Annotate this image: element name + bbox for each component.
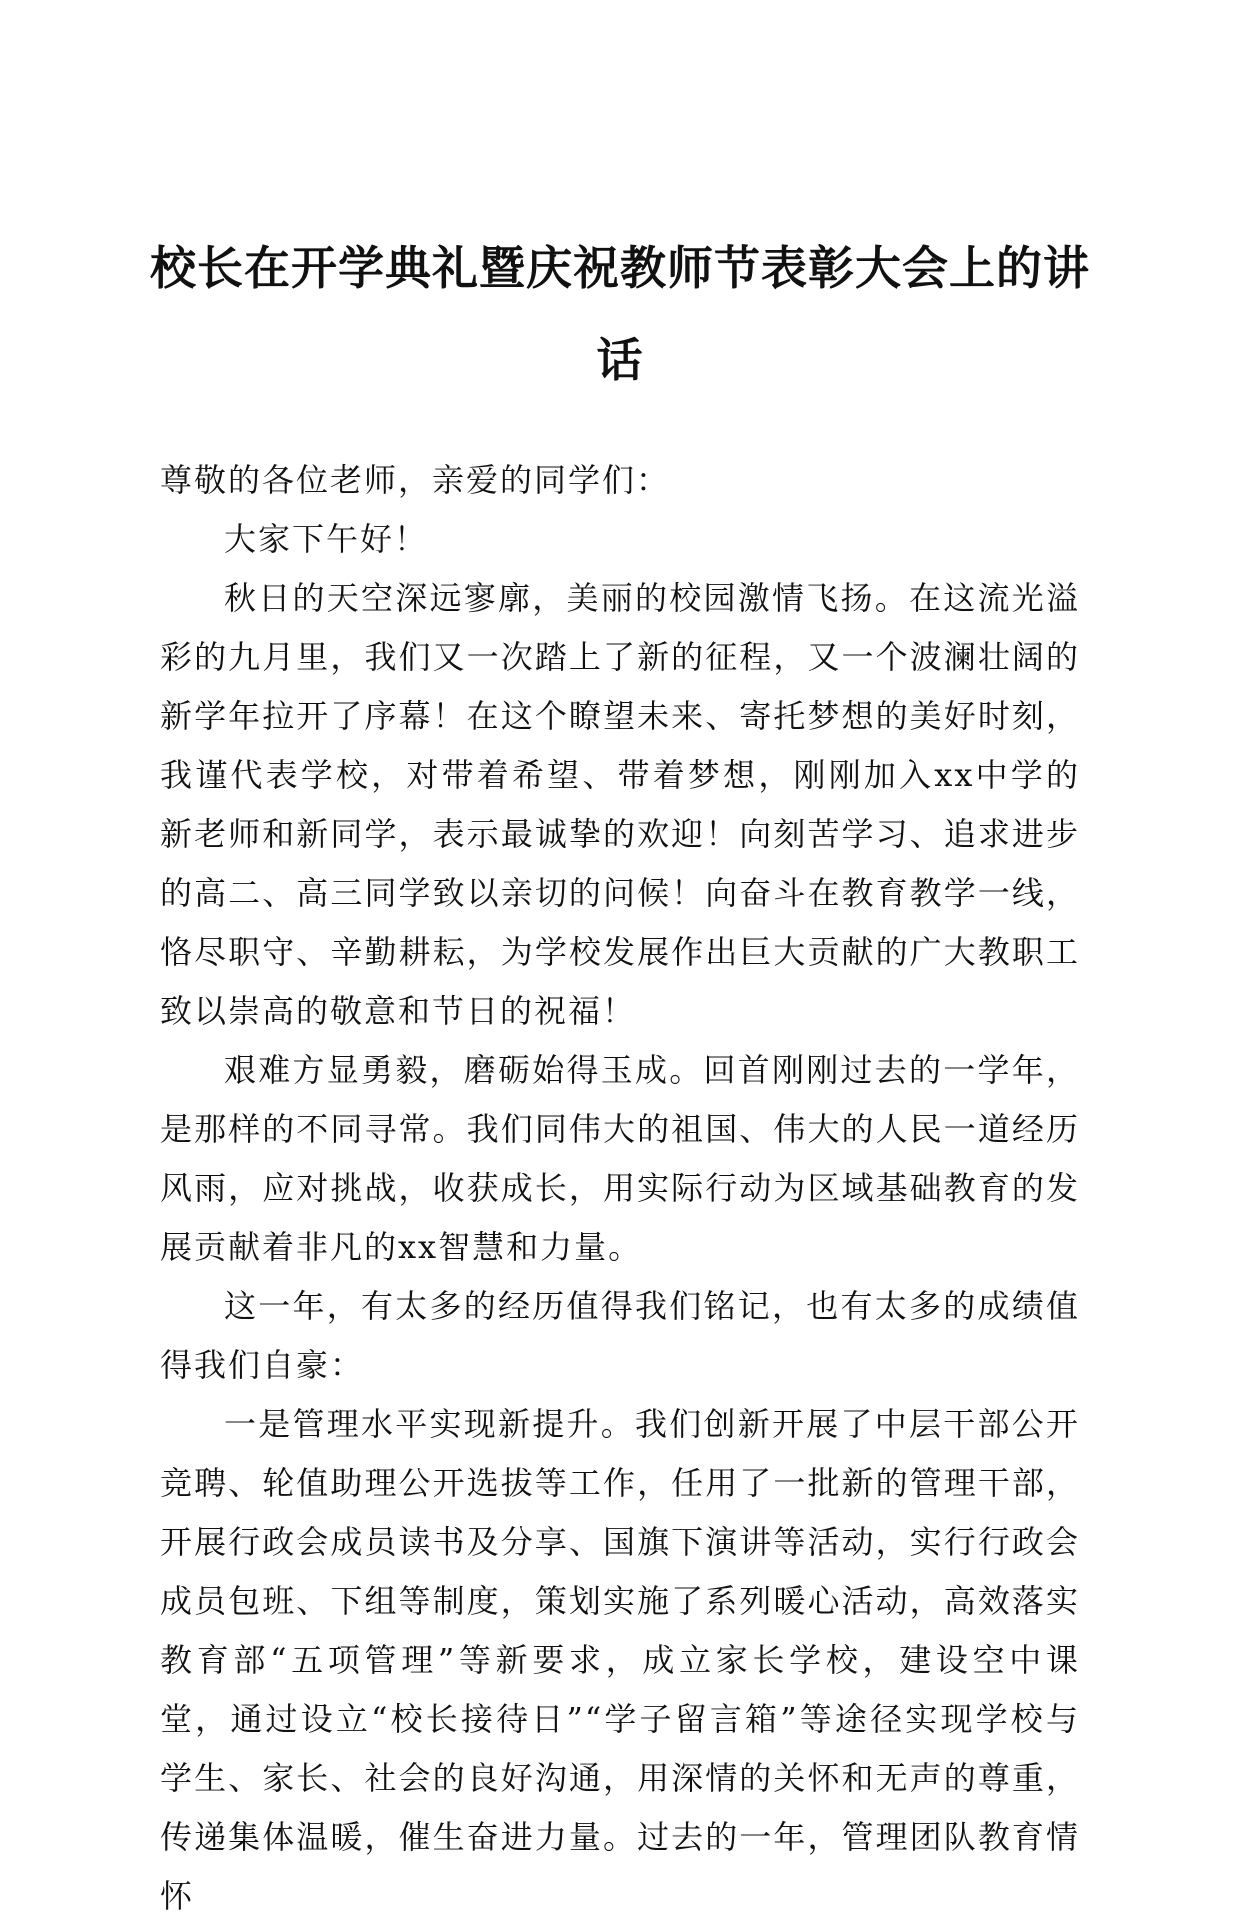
salutation: 尊敬的各位老师，亲爱的同学们： — [160, 461, 671, 499]
greeting: 大家下午好！ — [224, 520, 429, 558]
paragraph-management: 一是管理水平实现新提升。我们创新开展了中层干部公开竞聘、轮值助理公开选拔等工作，任用了一批新的管理干部，开展行政会成员读书及分享、国旗下演讲等活动，实行行政会成员包班、下组等制度，策划实施了系列暖心活动，高效落实教育部“五项管理”等新要求，成立家长学校，建设空中课堂，通过设立“校长接待日”“学子留言箱”等途径实现学校与学生、家长、社会的良好沟通，用深情的关怀和无声的尊重，传递集体温暖，催生奋进力量。过去的一年，管理团队教育情怀 — [160, 1405, 1080, 1915]
paragraph-review: 艰难方显勇毅，磨砺始得玉成。回首刚刚过去的一学年，是那样的不同寻常。我们同伟大的祖国、伟大的人民一道经历风雨，应对挑战，收获成长，用实际行动为区域基础教育的发展贡献着非凡的xx智慧和力量。 — [160, 1051, 1080, 1266]
document-body — [160, 451, 1080, 1926]
paragraph-achievements-intro: 这一年，有太多的经历值得我们铭记，也有太多的成绩值得我们自豪： — [160, 1287, 1080, 1384]
document-title: 校长在开学典礼暨庆祝教师节表彰大会上的讲话 — [150, 241, 1090, 387]
paragraph-welcome: 秋日的天空深远寥廓，美丽的校园激情飞扬。在这流光溢彩的九月里，我们又一次踏上了新的征程，又一个波澜壮阔的新学年拉开了序幕！在这个瞭望未来、寄托梦想的美好时刻，我谨代表学校，对带着希望、带着梦想，刚刚加入xx中学的新老师和新同学，表示最诚挚的欢迎！向刻苦学习、追求进步的高二、高三同学致以亲切的问候！向奋斗在教育教学一线，恪尽职守、辛勤耕耘，为学校发展作出巨大贡献的广大教职工致以崇高的敬意和节日的祝福！ — [160, 579, 1080, 1030]
